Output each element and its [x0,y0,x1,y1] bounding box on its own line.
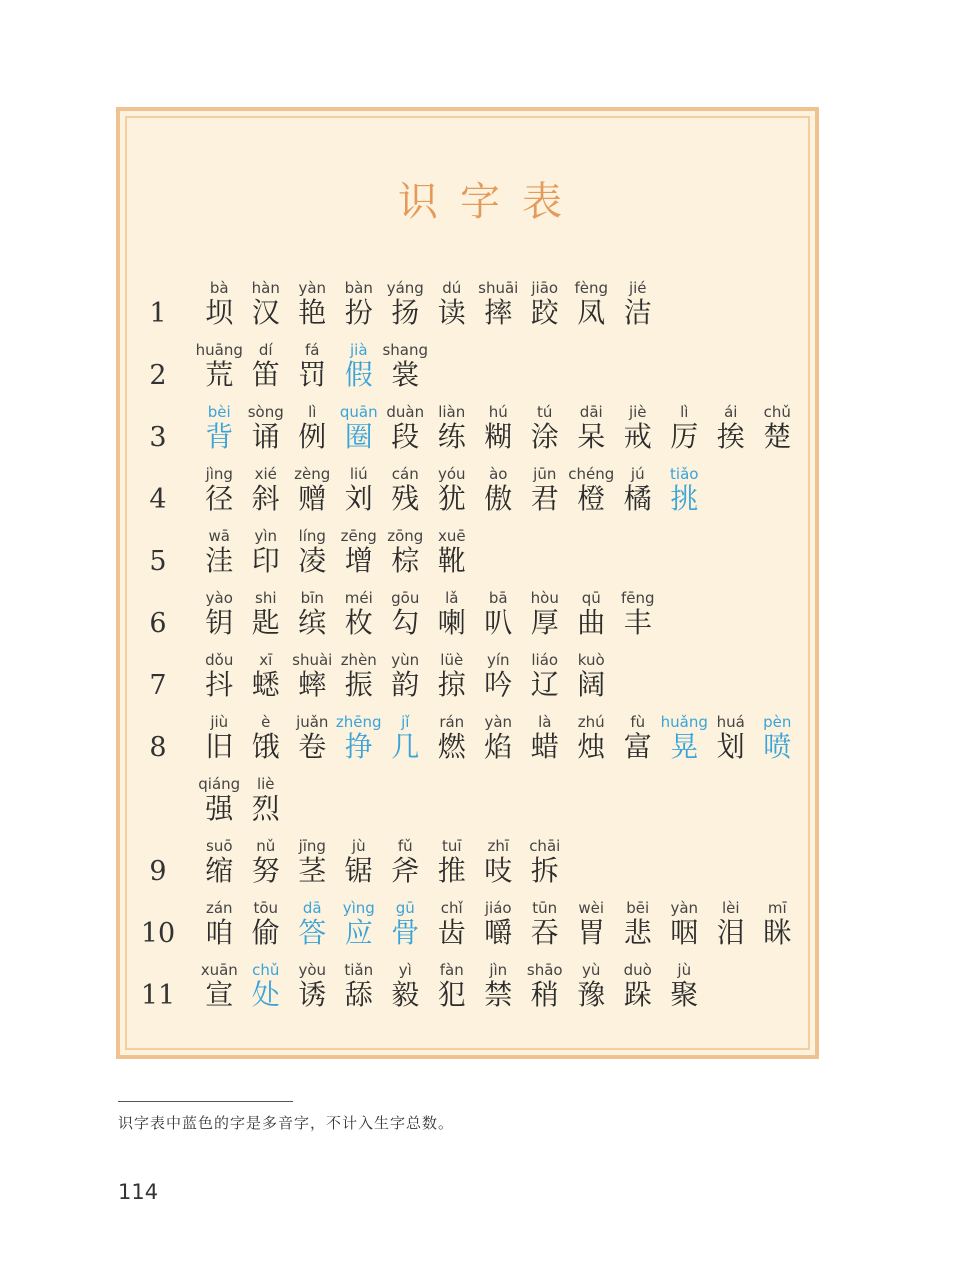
hanzi: 洁 [623,296,652,329]
hanzi: 答 [298,916,327,949]
pinyin: jiāo [531,279,559,297]
hanzi: 呆 [577,420,606,453]
hanzi: 挨 [716,420,745,453]
pinyin: jù [677,961,692,979]
hanzi: 舔 [344,978,373,1011]
pinyin: yàn [298,279,327,297]
hanzi: 抖 [205,668,234,701]
pinyin: lèi [721,899,740,917]
pinyin: huá [716,713,745,731]
hanzi: 缩 [205,854,234,887]
hanzi: 犯 [437,978,466,1011]
pinyin: zhī [487,837,510,855]
hanzi: 挣 [344,730,373,763]
pinyin: shuāi [478,279,519,297]
hanzi: 蜡 [530,730,559,763]
character-cell [754,400,801,462]
hanzi: 读 [437,296,466,329]
hanzi: 烈 [251,792,280,825]
hanzi: 悲 [623,916,652,949]
hanzi: 泪 [716,916,745,949]
hanzi: 锯 [344,854,373,887]
pinyin: yóu [437,465,466,483]
hanzi: 挑 [670,482,699,515]
hanzi: 应 [344,916,373,949]
hanzi: 橙 [577,482,606,515]
row-characters [196,772,289,834]
row-characters [196,400,801,462]
character-cell [429,524,476,586]
pinyin: tú [537,403,553,421]
hanzi: 聚 [670,978,699,1011]
row-characters [196,462,708,524]
pinyin: qū [581,589,601,607]
hanzi: 糊 [484,420,513,453]
pinyin: zēng [340,527,377,545]
pinyin: tiǎn [344,961,374,979]
hanzi: 罚 [298,358,327,391]
character-cell [754,896,801,958]
pinyin: yùn [391,651,420,669]
hanzi: 吟 [484,668,513,701]
pinyin: ái [724,403,738,421]
hanzi: 焰 [484,730,513,763]
pinyin: là [538,713,552,731]
pinyin: liáo [531,651,559,669]
row-number: 3 [149,422,167,453]
pinyin: jié [628,279,647,297]
hanzi: 匙 [251,606,280,639]
pinyin: yì [398,961,412,979]
pinyin: yàn [484,713,513,731]
row-number: 1 [149,298,167,329]
pinyin: suō [206,837,233,855]
character-cell [568,648,615,710]
row-characters [196,896,801,958]
pinyin: duàn [386,403,425,421]
hanzi: 齿 [437,916,466,949]
hanzi: 晃 [670,730,699,763]
hanzi: 诵 [251,420,280,453]
hanzi: 段 [391,420,420,453]
hanzi: 拆 [530,854,559,887]
pinyin: tūn [532,899,558,917]
hanzi: 靴 [437,544,466,577]
hanzi: 笛 [251,358,280,391]
page-title: 识字表 [398,179,584,225]
hanzi: 吱 [484,854,513,887]
hanzi: 掠 [437,668,466,701]
pinyin: xuē [437,527,466,545]
pinyin: jiù [210,713,229,731]
row-characters [196,276,661,338]
pinyin: fá [305,341,320,359]
hanzi: 禁 [484,978,513,1011]
pinyin: hú [488,403,508,421]
pinyin: zèng [294,465,331,483]
hanzi: 洼 [205,544,234,577]
hanzi: 胃 [577,916,606,949]
hanzi: 燃 [437,730,466,763]
hanzi: 钥 [205,606,234,639]
pinyin: nǔ [256,837,276,855]
pinyin: tōu [253,899,279,917]
row-number: 4 [149,484,167,515]
pinyin: lüè [440,651,464,669]
pinyin: gōu [391,589,420,607]
pinyin: lì [680,403,689,421]
row-characters [196,958,708,1020]
hanzi: 例 [298,420,327,453]
hanzi: 斧 [391,854,420,887]
page-number: 114 [118,1180,159,1204]
hanzi: 残 [391,482,420,515]
hanzi: 刘 [344,482,373,515]
pinyin: huāng [195,341,243,359]
pinyin: xié [254,465,277,483]
pinyin: zhēng [335,713,382,731]
hanzi: 棕 [391,544,420,577]
pinyin: duò [623,961,652,979]
pinyin: dāi [579,403,603,421]
pinyin: sòng [247,403,284,421]
row-number: 11 [140,980,176,1011]
hanzi: 曲 [577,606,606,639]
hanzi: 咱 [205,916,234,949]
pinyin: zhú [577,713,605,731]
pinyin: shuài [292,651,333,669]
hanzi: 凤 [577,296,606,329]
pinyin: dǒu [205,651,234,669]
footnote: 识字表中蓝色的字是多音字，不计入生字总数。 [118,1114,455,1132]
hanzi: 处 [251,978,280,1011]
pinyin: líng [298,527,326,545]
hanzi: 毅 [391,978,420,1011]
hanzi: 豫 [577,978,606,1011]
hanzi: 跺 [623,978,652,1011]
pinyin: ào [489,465,508,483]
hanzi: 稍 [530,978,559,1011]
hanzi: 蟋 [251,668,280,701]
hanzi: 戒 [623,420,652,453]
hanzi: 丰 [623,606,652,639]
character-cell [661,958,708,1020]
pinyin: zán [205,899,233,917]
hanzi: 推 [437,854,466,887]
hanzi: 强 [205,792,234,825]
pinyin: jù [351,837,366,855]
pinyin: jú [630,465,645,483]
hanzi: 旧 [205,730,234,763]
hanzi: 枚 [344,606,373,639]
pinyin: jīng [298,837,326,855]
row-number: 8 [149,732,167,763]
pinyin: bèi [207,403,231,421]
hanzi: 径 [205,482,234,515]
row-number: 10 [140,918,176,949]
row-characters [196,524,475,586]
hanzi: 喷 [763,730,792,763]
character-cell [615,586,662,648]
hanzi: 赠 [298,482,327,515]
pinyin: qiáng [198,775,241,793]
hanzi: 增 [344,544,373,577]
hanzi: 茎 [298,854,327,887]
pinyin: bà [209,279,229,297]
hanzi: 诱 [298,978,327,1011]
hanzi: 吞 [530,916,559,949]
pinyin: yìng [342,899,375,917]
hanzi: 扮 [344,296,373,329]
pinyin: yàn [670,899,699,917]
row-number: 9 [149,856,167,887]
hanzi: 努 [251,854,280,887]
pinyin: shāo [526,961,563,979]
pinyin: tuī [441,837,462,855]
pinyin: zhèn [340,651,377,669]
pinyin: fù [630,713,646,731]
polyphone-character [754,710,801,772]
hanzi: 练 [437,420,466,453]
pinyin: mī [767,899,787,917]
hanzi: 橘 [623,482,652,515]
hanzi: 艳 [298,296,327,329]
hanzi: 宣 [205,978,234,1011]
polyphone-character [661,462,708,524]
pinyin: cán [391,465,419,483]
pinyin: liú [349,465,368,483]
hanzi: 厉 [670,420,699,453]
hanzi: 印 [251,544,280,577]
hanzi: 扬 [391,296,420,329]
hanzi: 君 [530,482,559,515]
pinyin: bàn [344,279,373,297]
hanzi: 偷 [251,916,280,949]
hanzi: 涂 [530,420,559,453]
hanzi: 摔 [484,296,513,329]
pinyin: jiè [628,403,647,421]
pinyin: hòu [530,589,559,607]
hanzi: 斜 [251,482,280,515]
pinyin: shang [382,341,429,359]
pinyin: dú [442,279,462,297]
hanzi: 荒 [205,358,234,391]
hanzi: 凌 [298,544,327,577]
pinyin: méi [344,589,373,607]
pinyin: lǎ [445,589,459,607]
pinyin: yòu [298,961,327,979]
row-characters [196,710,801,772]
character-cell [615,276,662,338]
character-cell [243,772,290,834]
hanzi: 咽 [670,916,699,949]
pinyin: jūn [533,465,557,483]
row-characters [196,648,615,710]
hanzi: 厚 [530,606,559,639]
row-characters [196,338,429,400]
footnote-divider [118,1101,293,1102]
pinyin: hàn [251,279,280,297]
hanzi: 饿 [251,730,280,763]
hanzi: 跤 [530,296,559,329]
pinyin: wèi [578,899,605,917]
hanzi: 蟀 [298,668,327,701]
hanzi: 楚 [763,420,792,453]
hanzi: 勾 [391,606,420,639]
hanzi: 喇 [437,606,466,639]
pinyin: liàn [438,403,466,421]
hanzi: 裳 [391,358,420,391]
pinyin: bēi [626,899,650,917]
pinyin: jǐ [401,713,410,731]
pinyin: shi [255,589,277,607]
pinyin: chǔ [252,961,280,979]
row-number: 6 [149,608,167,639]
pinyin: fēng [620,589,655,607]
row-characters [196,586,661,648]
hanzi: 眯 [763,916,792,949]
hanzi: 卷 [298,730,327,763]
pinyin: chǐ [440,899,463,917]
hanzi: 傲 [484,482,513,515]
hanzi: 叭 [484,606,513,639]
row-characters [196,834,568,896]
pinyin: xī [259,651,273,669]
hanzi: 汉 [251,296,280,329]
pinyin: dí [258,341,273,359]
pinyin: jià [349,341,368,359]
pinyin: dā [302,899,322,917]
hanzi: 辽 [530,668,559,701]
pinyin: jiáo [484,899,512,917]
hanzi: 烛 [577,730,606,763]
pinyin: huǎng [660,713,708,731]
hanzi: 划 [716,730,745,763]
pinyin: fǔ [397,837,413,855]
hanzi: 坝 [205,296,234,329]
hanzi: 骨 [391,916,420,949]
pinyin: fèng [574,279,609,297]
pinyin: rán [439,713,465,731]
pinyin: chéng [568,465,615,483]
hanzi: 阔 [577,668,606,701]
row-number: 7 [149,670,167,701]
row-number: 5 [149,546,167,577]
pinyin: bā [488,589,508,607]
hanzi: 振 [344,668,373,701]
pinyin: fàn [439,961,464,979]
hanzi: 犹 [437,482,466,515]
pinyin: bīn [300,589,324,607]
hanzi: 背 [205,420,234,453]
pinyin: kuò [577,651,605,669]
pinyin: jìn [489,961,508,979]
pinyin: lì [308,403,317,421]
pinyin: yín [486,651,510,669]
pinyin: quān [339,403,378,421]
pinyin: tiǎo [670,465,699,483]
pinyin: gū [395,899,415,917]
hanzi: 缤 [298,606,327,639]
pinyin: yào [205,589,233,607]
hanzi: 几 [391,730,420,763]
character-cell [382,338,429,400]
hanzi: 韵 [391,668,420,701]
hanzi: 圈 [344,420,373,453]
pinyin: yìn [254,527,278,545]
pinyin: xuān [200,961,238,979]
pinyin: jìng [205,465,233,483]
pinyin: yù [582,961,601,979]
pinyin: wā [208,527,230,545]
pinyin: juǎn [296,713,329,731]
character-cell [522,834,569,896]
hanzi: 嚼 [484,916,513,949]
pinyin: chǔ [763,403,791,421]
hanzi: 假 [344,358,373,391]
pinyin: zōng [387,527,424,545]
pinyin: liè [256,775,275,793]
pinyin: è [261,713,271,731]
hanzi: 富 [623,730,652,763]
pinyin: chāi [529,837,561,855]
pinyin: yáng [386,279,424,297]
row-number: 2 [149,360,167,391]
pinyin: pèn [763,713,792,731]
